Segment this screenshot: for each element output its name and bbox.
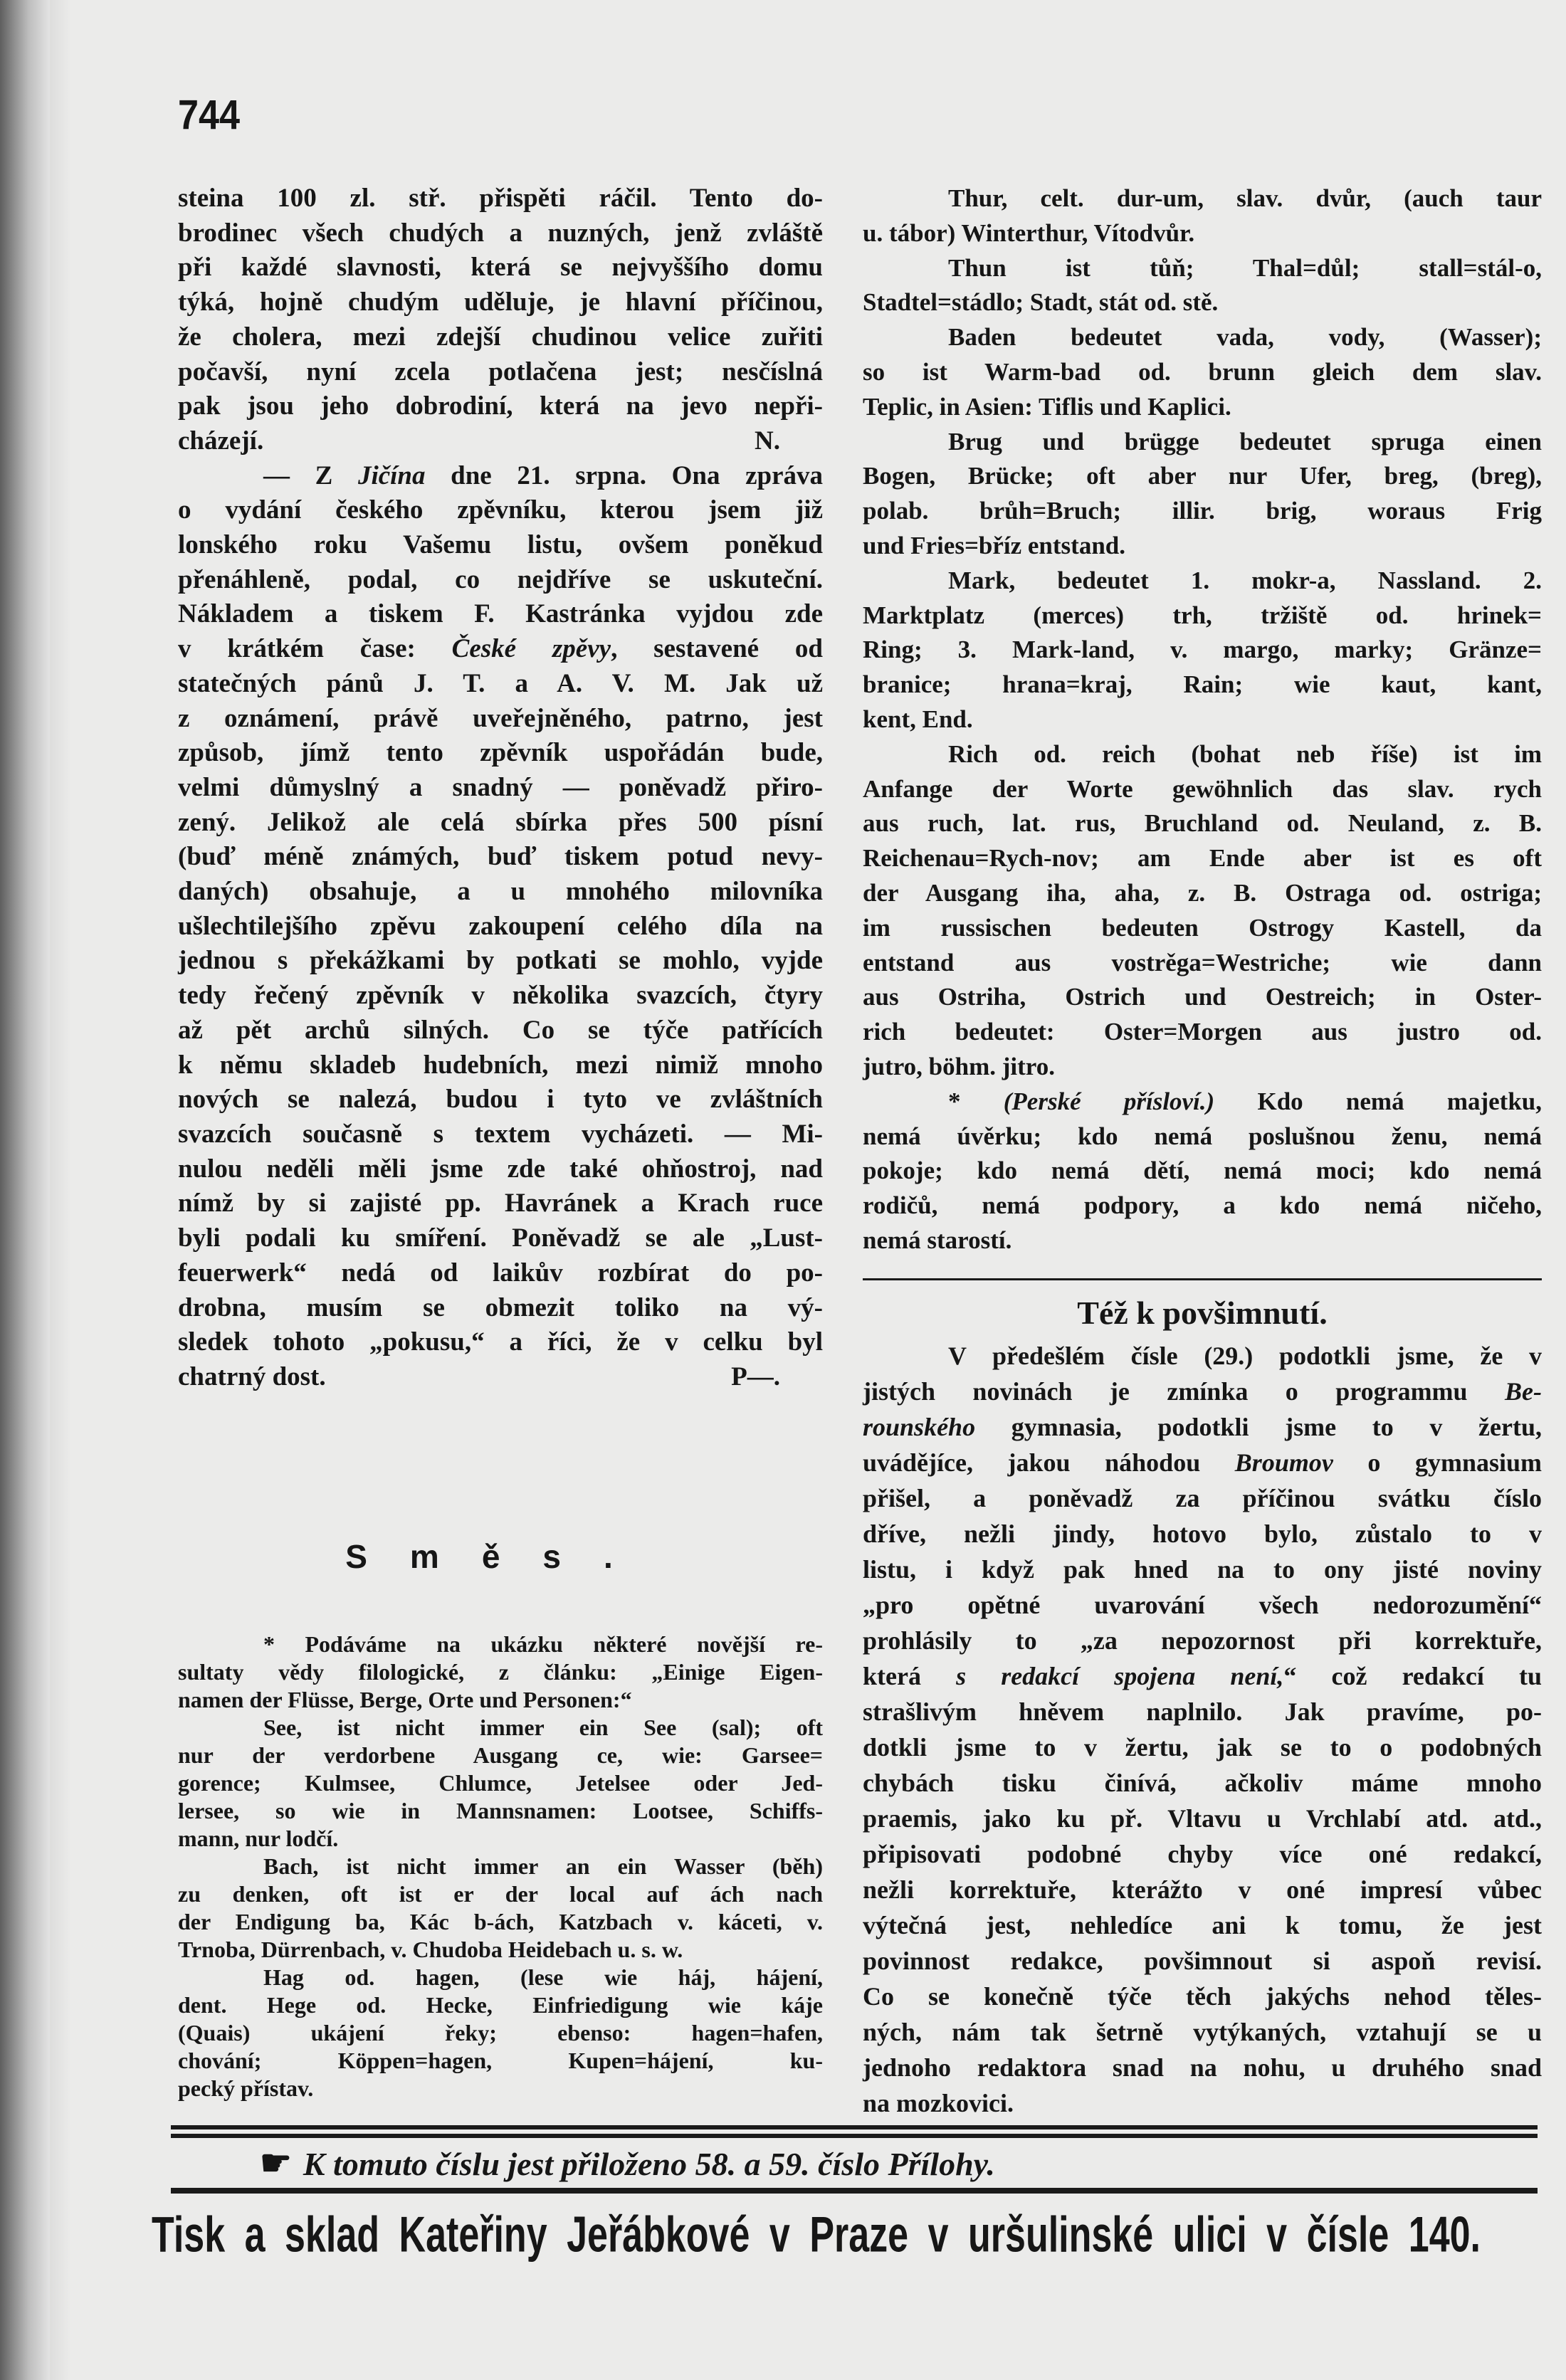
text-line: uvádějíce, jakou náhodou Broumov o gymnasium [863, 1448, 1542, 1477]
text-line: jednou s překážkami by potkati se mohlo, vyjde [178, 946, 823, 976]
text-line: lersee, so wie in Mannsnamen: Lootsee, Schiffs- [178, 1798, 823, 1823]
text-line: chybách tisku činívá, ačkoliv máme mnoho [863, 1769, 1542, 1797]
text-line: listu, i když pak hned na to ony jisté noviny [863, 1555, 1542, 1584]
text-line: že cholera, mezi zdejší chudinou velice zuřiti [178, 322, 823, 352]
paragraph [863, 181, 1542, 251]
paragraph [178, 181, 823, 459]
text-line: Ring; 3. Mark-land, v. margo, marky; Gränze= [863, 636, 1542, 664]
text-line: Reichenau=Rych-nov; am Ende aber ist es oft [863, 844, 1542, 873]
text-line: zu denken, oft ist er der local auf ách nach [178, 1881, 823, 1907]
text-line: chování; Köppen=hagen, Kupen=hájení, ku- [178, 2048, 823, 2073]
text-line: na mozkovici. [863, 2089, 1014, 2117]
scan-edge-fade [50, 0, 71, 2380]
text-line: V předešlém čísle (29.) podotkli jsme, že v [948, 1342, 1542, 1370]
italic-text: Jičína [357, 460, 426, 490]
text-line: tedy řečený zpěvník v několika svazcích, čtyry [178, 981, 823, 1011]
text-line: ušlechtilejšího zpěvu zakoupení celého díla na [178, 911, 823, 941]
right-column-etymology [863, 181, 1542, 1258]
text-line: pecký přístav. [178, 2075, 314, 2101]
left-column-news [178, 181, 823, 1395]
text-line: namen der Flüsse, Berge, Orte und Personen:“ [178, 1687, 632, 1712]
text-line: strašlivým hněvem naplnilo. Jak pravíme, po- [863, 1697, 1542, 1726]
text-line: nežli korrektuře, kterážto v oné impresí vůbec [863, 1875, 1542, 1904]
text-line: branice; hrana=kraj, Rain; wie kaut, kant, [863, 670, 1542, 699]
text-line: týká, hojně chudým uděluje, je hlavní příčinou, [178, 288, 823, 317]
right-column-notice [863, 1338, 1542, 2121]
text-line: entstand aus vostrěga=Westriche; wie dann [863, 948, 1542, 976]
text-line: výtečná jest, nehledíce ani k tomu, že jest [863, 1911, 1542, 1939]
printer-imprint: Tisk a sklad Kateřiny Jeřábkové v Praze v uršulinské ulici v čísle 140. [152, 2207, 1481, 2263]
text-line: v krátkém čase: České zpěvy, sestavené od [178, 634, 823, 664]
text-line: Brug und brügge bedeutet spruga einen [948, 427, 1542, 456]
text-line: Mark, bedeutet 1. mokr-a, Nassland. 2. [948, 566, 1542, 594]
text-line: byli podali ku smíření. Poněvadž se ale „Lust- [178, 1223, 823, 1253]
paragraph [863, 425, 1542, 564]
text-line: der Ausgang iha, aha, z. B. Ostraga od. ostriga; [863, 878, 1542, 907]
italic-text: Be- [1505, 1377, 1542, 1406]
text-line: počavší, nyní zcela potlačena jest; nesčíslná [178, 357, 823, 386]
text-line: povinnost redakce, povšimnout si aspoň revisí. [863, 1947, 1542, 1975]
text-line: Marktplatz (merces) trh, tržiště od. hrinek= [863, 601, 1542, 629]
paragraph [863, 320, 1542, 424]
paragraph [863, 564, 1542, 737]
text-line: přišel, a poněvadž za příčinou svátku číslo [863, 1484, 1542, 1512]
text-line: mann, nur lodčí. [178, 1826, 339, 1851]
text-line: prohlásily to „za nepozornost při korrektuře, [863, 1626, 1542, 1655]
text-line: při každé slavnosti, která se nejvyššího domu [178, 253, 823, 283]
text-line: Bach, ist nicht immer an ein Wasser (běh) [263, 1853, 823, 1879]
text-line: und Fries=bříz entstand. [863, 531, 1126, 559]
page-number: 744 [178, 92, 241, 138]
text-line: jistých novinách je zmínka o programmu Be- [863, 1377, 1542, 1406]
paragraph [863, 1338, 1542, 2121]
text-line: pokoje; kdo nemá dětí, nemá moci; kdo nemá [863, 1157, 1542, 1185]
text-line: Anfange der Worte gewöhnlich das slav. rych [863, 774, 1542, 803]
text-line: daných) obsahuje, a u mnohého milovníka [178, 877, 823, 907]
italic-text: Broumov [1234, 1448, 1333, 1477]
text-line: sledek tohoto „pokusu,“ a říci, že v celku byl [178, 1327, 823, 1357]
section-divider [863, 1278, 1542, 1280]
signature: N. [755, 426, 780, 456]
text-line: Thun ist tůň; Thal=důl; stall=stál-o, [948, 253, 1542, 282]
text-line: — Z Jičína dne 21. srpna. Ona zpráva [263, 460, 823, 490]
text-line: dříve, nežli jindy, hotovo bylo, zůstalo to v [863, 1520, 1542, 1548]
text-line: nemá úvěrku; kdo nemá poslušnou ženu, nemá [863, 1122, 1542, 1150]
text-line: statečných pánů J. T. a A. V. M. Jak už [178, 668, 823, 698]
text-line: im russischen bedeuten Ostrogy Kastell, da [863, 913, 1542, 942]
text-line: Hag od. hagen, (lese wie háj, hájení, [263, 1964, 823, 1990]
text-line: o vydání českého zpěvníku, kterou jsem již [178, 495, 823, 525]
paragraph [178, 1964, 823, 2102]
text-line: z oznámení, právě uveřejněného, patrno, jest [178, 703, 823, 733]
section-heading-notice: Též k povšimnutí. [1077, 1295, 1328, 1331]
text-line: „pro opětné uvarování všech nedorozumění“ [863, 1591, 1542, 1619]
text-line: sultaty vědy filologické, z článku: „Einige Eigen- [178, 1659, 823, 1685]
paragraph [863, 251, 1542, 321]
text-line: Nákladem a tiskem F. Kastránka vyjdou zde [178, 599, 823, 629]
text-line: lonského roku Vašemu listu, ovšem poněkud [178, 530, 823, 560]
text-line: so ist Warm-bad od. brunn gleich dem slav. [863, 357, 1542, 386]
text-line: Teplic, in Asien: Tiflis und Kaplici. [863, 392, 1231, 421]
paragraph [178, 1853, 823, 1964]
scan-edge-shadow [0, 0, 50, 2380]
text-line: způsob, jímž tento zpěvník uspořádán bude, [178, 738, 823, 768]
text-line: brodinec všech chudých a nuzných, jenž zvláště [178, 218, 823, 248]
text-line: nulou neděli měli jsme zde také ohňostroj, nad [178, 1154, 823, 1184]
italic-text: s redakcí spojena není, [956, 1662, 1284, 1690]
text-line: připisovati podobné chyby více oné redakcí, [863, 1840, 1542, 1868]
text-line: Co se konečně týče těch jakýchs nehod těles- [863, 1982, 1542, 2011]
paragraph [863, 1085, 1542, 1258]
italic-text: (Perské přísloví.) [1003, 1087, 1215, 1115]
text-line: dent. Hege od. Hecke, Einfriedigung wie káje [178, 1992, 823, 2018]
text-line: Trnoba, Dürrenbach, v. Chudoba Heidebach u. s. w. [178, 1937, 683, 1962]
text-line: chatrný dost. P—. [178, 1360, 823, 1395]
italic-text: České zpěvy [451, 634, 611, 664]
text-line: Baden bedeutet vada, vody, (Wasser); [948, 323, 1542, 352]
text-line: feuerwerk“ nedá od laikův rozbírat do po- [178, 1258, 823, 1288]
text-line: See, ist nicht immer ein See (sal); oft [263, 1715, 823, 1740]
text-line: nímž by si zajisté pp. Havránek a Krach ruce [178, 1189, 823, 1218]
text-line: * Podáváme na ukázku některé novější re- [263, 1631, 823, 1657]
text-line: rich bedeutet: Oster=Morgen aus justro od. [863, 1018, 1542, 1046]
text-line: gorence; Kulmsee, Chlumce, Jetelsee oder Jed- [178, 1770, 823, 1796]
text-line: nemá starostí. [863, 1226, 1012, 1254]
text-line: (Quais) ukájení řeky; ebenso: hagen=hafen, [178, 2020, 823, 2045]
supplement-note-text: K tomuto číslu jest přiloženo 58. a 59. číslo Přílohy. [303, 2146, 995, 2182]
paragraph [178, 459, 823, 1395]
text-line: která s redakcí spojena není,“ což redakcí tu [863, 1662, 1543, 1690]
text-line: přenáhleně, podal, co nejdříve se uskuteční. [178, 564, 823, 594]
text-line: k němu skladeb hudebních, mezi nimiž mnoho [178, 1050, 823, 1080]
text-line: steina 100 zl. stř. přispěti ráčil. Tento do- [178, 184, 823, 213]
text-line: drobna, musím se obmezit toliko na vý- [178, 1292, 823, 1322]
text-line: dotkli jsme to v žertu, jak se to o podobných [863, 1733, 1542, 1762]
section-heading-smes: Směs. [345, 1538, 656, 1575]
text-line: u. tábor) Winterthur, Vítodvůr. [863, 218, 1195, 247]
text-line: praemis, jako ku př. Vltavu u Vrchlabí atd. atd., [863, 1804, 1542, 1833]
text-line: Thur, celt. dur-um, slav. dvůr, (auch taur [948, 184, 1542, 212]
text-line: kent, End. [863, 705, 973, 733]
text-line: aus Ostriha, Ostrich und Oestreich; in Oster- [863, 983, 1542, 1011]
text-line: der Endigung ba, Kác b-ách, Katzbach v. káceti, v. [178, 1909, 823, 1934]
text-line: jednoho redaktora snad na nohu, u druhého snad [863, 2053, 1542, 2082]
text-line: rodičů, nemá podpory, a kdo nemá ničeho, [863, 1191, 1542, 1220]
text-line: polab. brůh=Bruch; illir. brig, woraus Frig [863, 497, 1542, 525]
text-line: až pět archů silných. Co se týče patřících [178, 1015, 823, 1045]
text-line: velmi důmyslný a snadný — poněvadž přiro- [178, 772, 823, 802]
text-line: Bogen, Brücke; oft aber nur Ufer, breg, (breg), [863, 462, 1542, 490]
text-line: jutro, böhm. jitro. [863, 1052, 1055, 1080]
text-line: (buď méně známých, buď tiskem potud nevy- [178, 842, 823, 872]
text-line: Rich od. reich (bohat neb říše) ist im [948, 739, 1542, 768]
paragraph [178, 1714, 823, 1853]
supplement-note [260, 2142, 995, 2184]
paragraph [863, 737, 1542, 1085]
text-line: ných, nám tak šetrně vytýkaných, vztahují se u [863, 2018, 1542, 2046]
single-rule [171, 2188, 1538, 2194]
text-line: svazcích současně s textem vycházeti. — Mi- [178, 1119, 823, 1149]
text-line: rounského gymnasia, podotkli jsme to v žertu, [863, 1413, 1542, 1441]
text-line: nur der verdorbene Ausgang ce, wie: Garsee= [178, 1742, 823, 1768]
text-line: zený. Jelikož ale celá sbírka přes 500 písní [178, 807, 823, 837]
pointing-hand-icon: ☛ [260, 2143, 292, 2183]
text-line: aus ruch, lat. rus, Bruchland od. Neuland, z. B. [863, 809, 1542, 838]
text-line: Stadtel=stádlo; Stadt, stát od. stě. [863, 288, 1219, 317]
left-column-smes [178, 1631, 823, 2102]
italic-text: rounského [863, 1413, 976, 1441]
signature: P—. [731, 1362, 780, 1391]
text-line: nových se nalezá, budou i tyto ve zvláštních [178, 1085, 823, 1115]
text-line: cházejí. N. [178, 424, 823, 459]
double-rule-top [171, 2125, 1538, 2129]
paragraph [178, 1631, 823, 1714]
text-line: * (Perské přísloví.) Kdo nemá majetku, [948, 1087, 1543, 1115]
double-rule-bottom [171, 2134, 1538, 2138]
text-line: pak jsou jeho dobrodiní, která na jevo nepři- [178, 391, 823, 421]
